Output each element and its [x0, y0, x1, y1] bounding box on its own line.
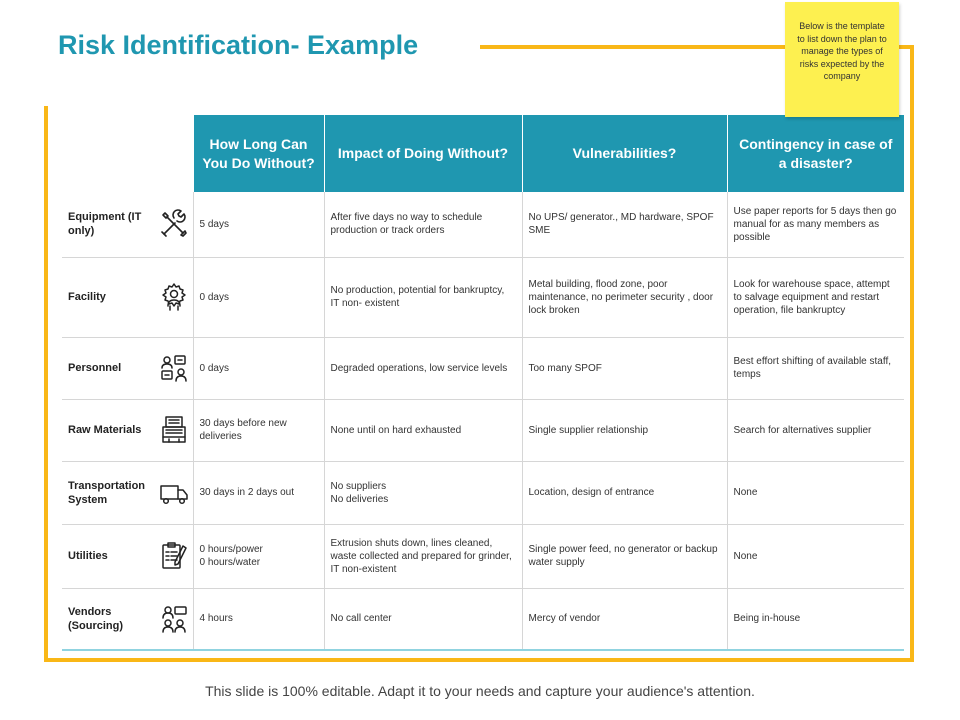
impact-cell: None until on hard exhausted: [324, 399, 522, 461]
header-impact: Impact of Doing Without?: [324, 115, 522, 192]
header-contingency: Contingency in case of a disaster?: [727, 115, 904, 192]
vulnerabilities-cell: Metal building, flood zone, poor maintenance, no perimeter security , door lock broken: [522, 257, 727, 337]
header-blank-cell: [62, 115, 193, 192]
table-row: [62, 399, 904, 461]
tools-icon: [159, 209, 189, 239]
sticky-note: Below is the template to list down the plan to manage the types of risks expected by the company: [785, 2, 899, 117]
contingency-cell: Best effort shifting of available staff, temps: [727, 337, 904, 399]
vulnerabilities-cell: Single power feed, no generator or backup water supply: [522, 524, 727, 588]
table-row: [62, 524, 904, 588]
category-label: Utilities: [68, 550, 108, 562]
footer-note: This slide is 100% editable. Adapt it to your needs and capture your audience's attention.: [205, 683, 755, 699]
category-label: Raw Materials: [68, 424, 142, 436]
vulnerabilities-cell: No UPS/ generator., MD hardware, SPOF SME: [522, 192, 727, 257]
risk-table: [62, 115, 904, 651]
contingency-cell: Search for alternatives supplier: [727, 399, 904, 461]
page-title: Risk Identification- Example: [58, 30, 419, 60]
category-label: Personnel: [68, 362, 122, 374]
how-long-cell: 4 hours: [193, 588, 324, 650]
header-how-long: How Long Can You Do Without?: [193, 115, 324, 192]
truck-icon: [159, 478, 189, 508]
contingency-cell: None: [727, 524, 904, 588]
table-row: [62, 257, 904, 337]
category-label: Facility: [68, 291, 106, 303]
impact-cell: No suppliers No deliveries: [324, 461, 522, 524]
contingency-cell: Look for warehouse space, attempt to salvage equipment and restart operation, file bankruptcy: [727, 257, 904, 337]
vulnerabilities-cell: Single supplier relationship: [522, 399, 727, 461]
contingency-cell: Being in-house: [727, 588, 904, 650]
category-cell: [62, 461, 193, 524]
impact-cell: Degraded operations, low service levels: [324, 337, 522, 399]
how-long-cell: 0 hours/power 0 hours/water: [193, 524, 324, 588]
contingency-cell: None: [727, 461, 904, 524]
vendors-icon: [159, 604, 189, 634]
how-long-cell: 0 days: [193, 337, 324, 399]
impact-cell: No call center: [324, 588, 522, 650]
table-row: [62, 588, 904, 650]
impact-cell: After five days no way to schedule production or track orders: [324, 192, 522, 257]
contingency-cell: Use paper reports for 5 days then go manual for as many members as possible: [727, 192, 904, 257]
vulnerabilities-cell: Location, design of entrance: [522, 461, 727, 524]
table-row: [62, 461, 904, 524]
category-cell: [62, 192, 193, 257]
vulnerabilities-cell: Mercy of vendor: [522, 588, 727, 650]
how-long-cell: 0 days: [193, 257, 324, 337]
impact-cell: No production, potential for bankruptcy, IT non- existent: [324, 257, 522, 337]
category-cell: [62, 399, 193, 461]
table-row: [62, 337, 904, 399]
how-long-cell: 30 days in 2 days out: [193, 461, 324, 524]
header-vulnerabilities: Vulnerabilities?: [522, 115, 727, 192]
how-long-cell: 5 days: [193, 192, 324, 257]
clipboard-pen-icon: [159, 541, 189, 571]
impact-cell: Extrusion shuts down, lines cleaned, waste collected and prepared for grinder, IT non-existent: [324, 524, 522, 588]
category-cell: [62, 337, 193, 399]
category-label: Transportation System: [68, 479, 146, 506]
team-icon: [159, 353, 189, 383]
table-row: [62, 192, 904, 257]
category-cell: [62, 588, 193, 650]
gear-person-icon: [159, 282, 189, 312]
category-cell: [62, 257, 193, 337]
category-label: Vendors (Sourcing): [68, 605, 123, 632]
category-cell: [62, 524, 193, 588]
vulnerabilities-cell: Too many SPOF: [522, 337, 727, 399]
boxes-icon: [159, 415, 189, 445]
table-header-row: [62, 115, 904, 192]
how-long-cell: 30 days before new deliveries: [193, 399, 324, 461]
category-label: Equipment (IT only): [68, 211, 142, 238]
